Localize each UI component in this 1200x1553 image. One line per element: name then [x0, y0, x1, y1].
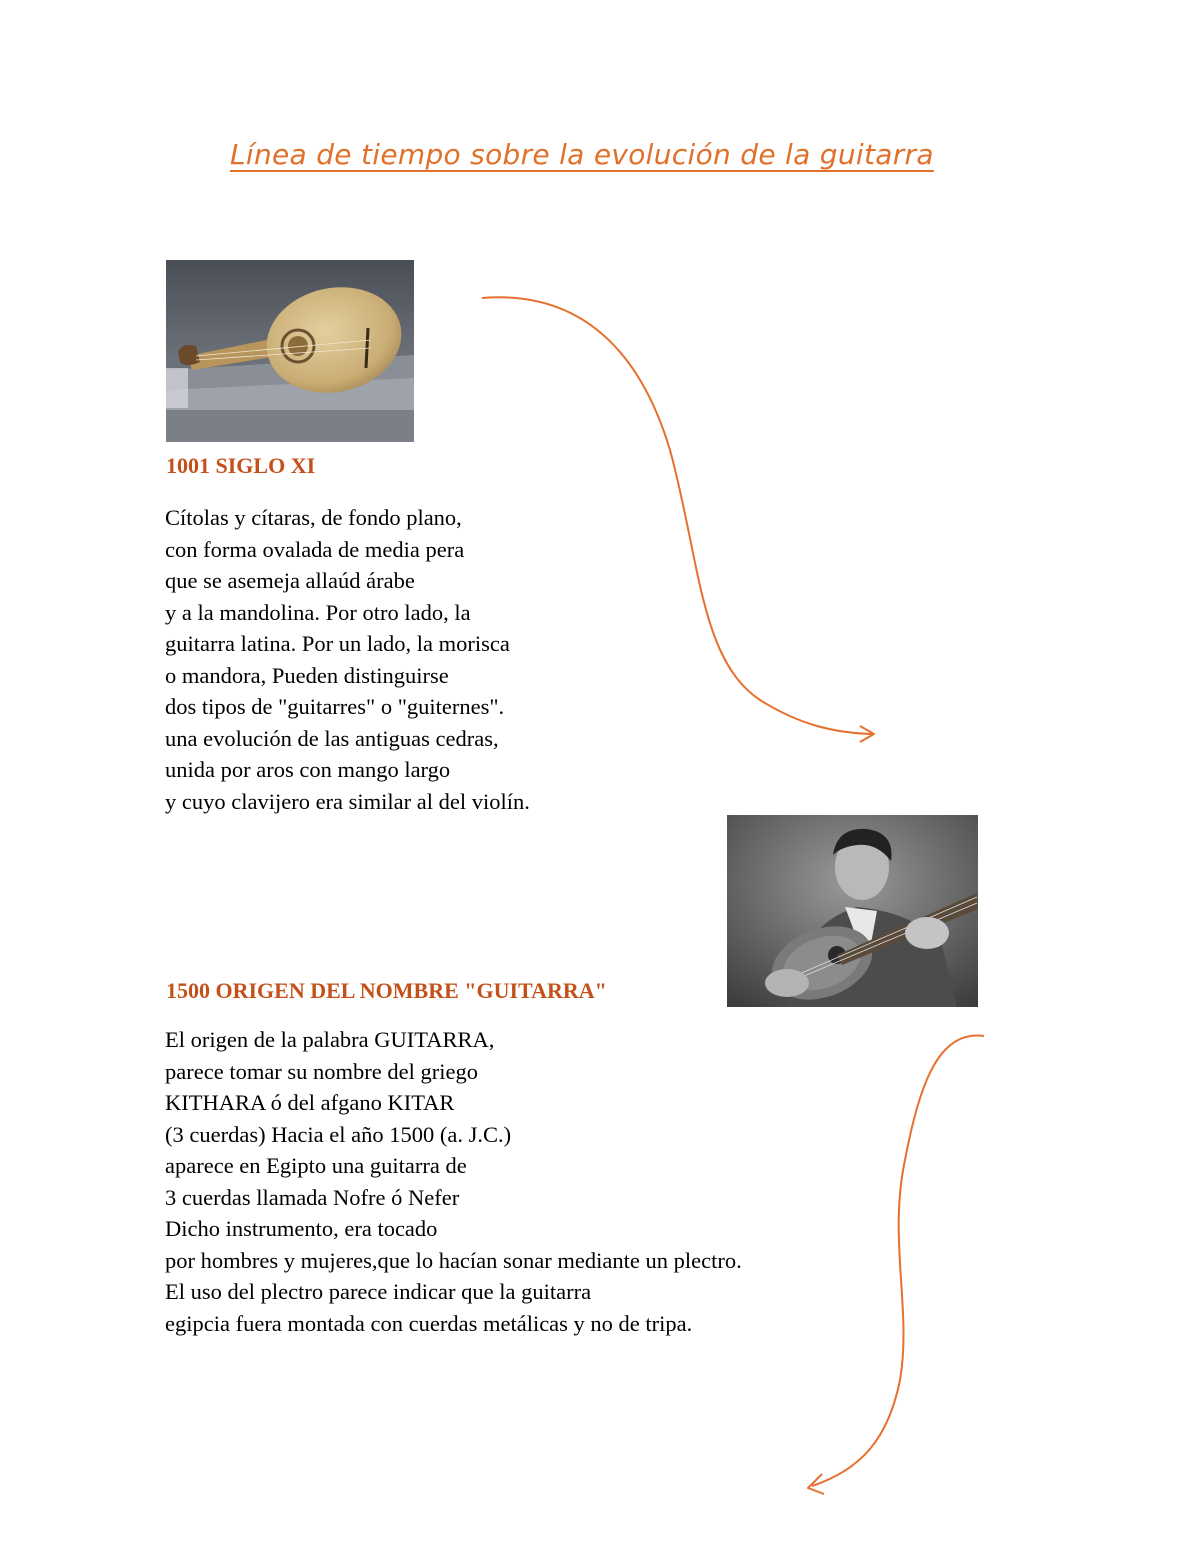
section-1-line: Cítolas y cítaras, de fondo plano,	[165, 505, 462, 530]
section-2-line: aparece en Egipto una guitarra de	[165, 1153, 467, 1178]
section-2-line: El uso del plectro parece indicar que la guitarra	[165, 1279, 592, 1304]
section-1-line: y cuyo clavijero era similar al del violín.	[165, 788, 530, 814]
section-1-line: unida por aros con mango largo	[165, 757, 451, 782]
section-2-heading: 1500 ORIGEN DEL NOMBRE "GUITARRA"	[166, 978, 607, 1003]
section-2-line: El origen de la palabra GUITARRA,	[165, 1027, 495, 1052]
section-2-line: egipcia fuera montada con cuerdas metálicas y no de tripa.	[165, 1310, 693, 1336]
section-2-line: KITHARA ó del afgano KITAR	[165, 1090, 455, 1115]
section-1-line: que se asemeja allaúd árabe	[165, 568, 415, 593]
section-1-line: y a la mandolina. Por otro lado, la	[165, 599, 471, 625]
section-1-line: una evolución de las antiguas cedras,	[165, 725, 499, 751]
section-2-line: (3 cuerdas) Hacia el año 1500 (a. J.C.)	[165, 1121, 512, 1147]
section-1-heading: 1001 SIGLO XI	[166, 453, 316, 478]
section-1-line: o mandora, Pueden distinguirse	[165, 662, 449, 688]
page-title: Línea de tiempo sobre la evolución de la guitarra	[230, 138, 934, 171]
section-2-line: parece tomar su nombre del griego	[165, 1058, 479, 1084]
section-1-line: guitarra latina. Por un lado, la morisca	[165, 631, 510, 656]
arrow-2	[808, 1036, 984, 1494]
section-1-line: con forma ovalada de media pera	[165, 536, 465, 562]
section-2-line: 3 cuerdas llamada Nofre ó Nefer	[165, 1184, 460, 1210]
section-1-line: dos tipos de "guitarres" o "guiternes".	[165, 694, 505, 719]
arrow-1	[482, 297, 874, 742]
section-2-line: Dicho instrumento, era tocado	[165, 1216, 438, 1241]
section-2-line: por hombres y mujeres,que lo hacían sonar mediante un plectro.	[165, 1247, 742, 1273]
